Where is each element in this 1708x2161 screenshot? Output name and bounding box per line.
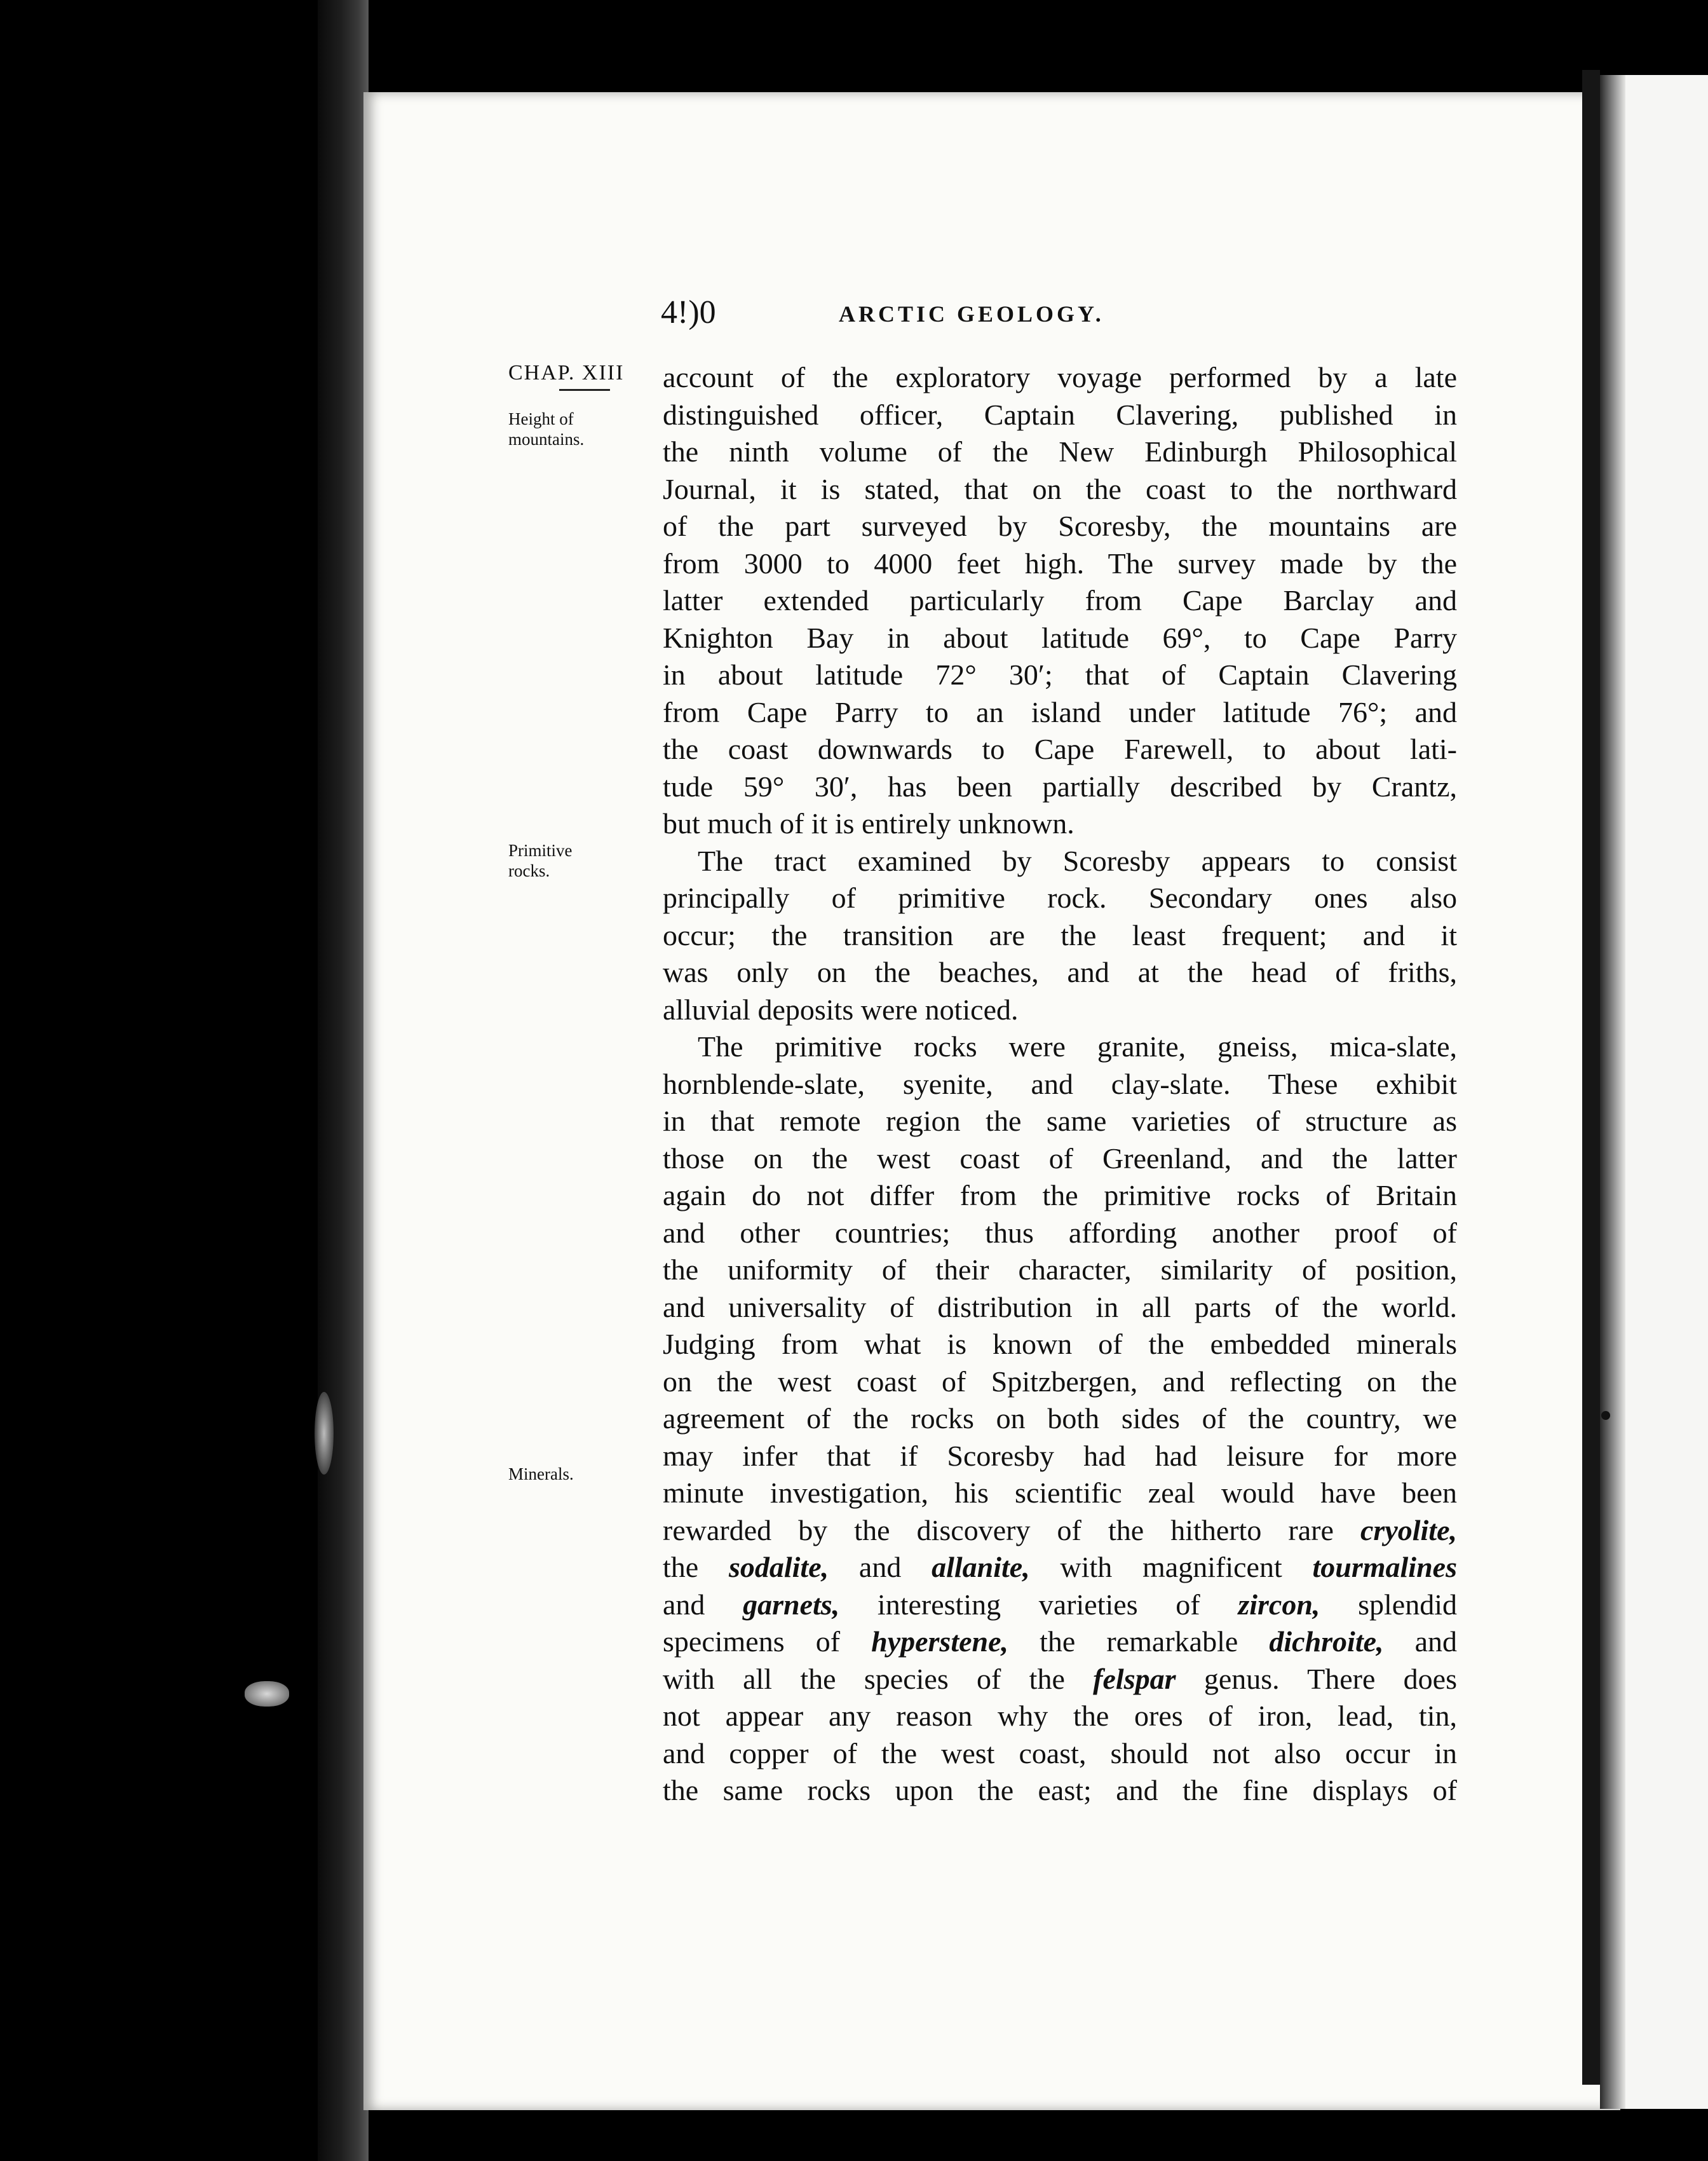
- running-head: [661, 294, 1195, 332]
- text-line: minute investigation, his scientific zeal would have been: [663, 1476, 1457, 1509]
- text-line: the uniformity of their character, similarity of position,: [663, 1253, 1457, 1286]
- sidenote-line: Height of: [508, 409, 574, 428]
- text-line: and copper of the west coast, should not also occur in: [663, 1736, 1457, 1769]
- text-line: The primitive rocks were granite, gneiss, mica-slate,: [698, 1030, 1457, 1063]
- mineral-name: zircon,: [1238, 1588, 1320, 1621]
- text-line: on the west coast of Spitzbergen, and reflecting on the: [663, 1365, 1457, 1398]
- sidenote-line: mountains.: [508, 430, 585, 449]
- mineral-name: garnets,: [743, 1588, 840, 1621]
- text-line: the same rocks upon the east; and the fine displays of: [663, 1774, 1457, 1806]
- binding-smudge: [315, 1392, 334, 1475]
- text-line: those on the west coast of Greenland, and the latter: [663, 1142, 1457, 1175]
- text-line: Journal, it is stated, that on the coast to the northward: [663, 472, 1457, 505]
- text-line: principally of primitive rock. Secondary ones also: [663, 882, 1457, 914]
- text-run: genus. There does: [1203, 1662, 1457, 1695]
- text-line-mixed: [663, 1661, 1457, 1698]
- text-line: not appear any reason why the ores of iron, lead, tin,: [663, 1700, 1457, 1732]
- page-number: 4!)0: [661, 294, 716, 331]
- mineral-name: sodalite,: [728, 1551, 829, 1583]
- text-line: agreement of the rocks on both sides of the country, we: [663, 1402, 1457, 1435]
- chapter-mark: CHAP. XIII: [508, 361, 625, 385]
- margin-dot: [1601, 1411, 1610, 1420]
- text-run: interesting varieties of: [877, 1588, 1200, 1621]
- text-line-mixed: [663, 1549, 1457, 1586]
- text-line: and other countries; thus affording another proof of: [663, 1216, 1457, 1249]
- text-run: rewarded by the discovery of the hitherto rare: [663, 1513, 1334, 1546]
- sidenote-line: rocks.: [508, 861, 550, 880]
- text-run: and: [858, 1551, 902, 1583]
- sidenote-line: Minerals.: [508, 1464, 574, 1483]
- mineral-name: hyperstene,: [871, 1625, 1009, 1658]
- mineral-name: tourmalines: [1312, 1551, 1457, 1583]
- mineral-name: cryolite,: [1360, 1513, 1458, 1546]
- text-run: the remarkable: [1040, 1625, 1238, 1658]
- book-binding-shadow: [318, 0, 369, 2161]
- text-line: tude 59° 30′, has been partially described by Crantz,: [663, 770, 1457, 803]
- text-line-mixed: [663, 1586, 1457, 1624]
- text-line: distinguished officer, Captain Clavering, published in: [663, 398, 1457, 431]
- text-line: account of the exploratory voyage performed by a late: [663, 361, 1457, 393]
- text-line: the coast downwards to Cape Farewell, to about lati-: [663, 733, 1457, 765]
- running-title: ARCTIC GEOLOGY.: [839, 301, 1104, 327]
- text-line: but much of it is entirely unknown.: [663, 807, 1074, 840]
- text-line: Judging from what is known of the embedded minerals: [663, 1328, 1457, 1360]
- text-line: Knighton Bay in about latitude 69°, to Cape Parry: [663, 621, 1457, 654]
- text-line: may infer that if Scoresby had had leisure for more: [663, 1439, 1457, 1472]
- text-line-mixed: [663, 1512, 1457, 1550]
- text-line: hornblende-slate, syenite, and clay-slate. These exhibit: [663, 1067, 1457, 1100]
- mineral-name: dichroite,: [1269, 1625, 1384, 1658]
- text-run: with magnificent: [1060, 1551, 1282, 1583]
- facing-page-shadow: [1600, 75, 1625, 2109]
- text-line: again do not differ from the primitive rocks of Britain: [663, 1179, 1457, 1211]
- text-run: and: [1414, 1625, 1458, 1658]
- text-line: the ninth volume of the New Edinburgh Philosophical: [663, 435, 1457, 468]
- text-run: and: [663, 1588, 705, 1621]
- text-line: and universality of distribution in all parts of the world.: [663, 1290, 1457, 1323]
- mineral-name: allanite,: [932, 1551, 1030, 1583]
- text-line: in that remote region the same varieties of structure as: [663, 1105, 1457, 1137]
- sidenote-height-of-mountains: [508, 409, 654, 449]
- mineral-name: felspar: [1093, 1662, 1176, 1695]
- body-text: [663, 359, 1457, 1810]
- text-line: latter extended particularly from Cape Barclay and: [663, 584, 1457, 617]
- text-line: in about latitude 72° 30′; that of Captain Clavering: [663, 658, 1457, 691]
- text-run: with all the species of the: [663, 1662, 1065, 1695]
- text-line: The tract examined by Scoresby appears to consist: [698, 844, 1457, 877]
- text-run: splendid: [1358, 1588, 1458, 1621]
- page-gutter: [1582, 70, 1600, 2085]
- text-run: the: [663, 1551, 699, 1583]
- text-line: of the part surveyed by Scoresby, the mountains are: [663, 510, 1457, 542]
- text-line: from 3000 to 4000 feet high. The survey made by the: [663, 547, 1457, 580]
- chapter-rule: [559, 389, 610, 391]
- text-line: from Cape Parry to an island under latitude 76°; and: [663, 695, 1457, 728]
- sidenote-line: Primitive: [508, 841, 573, 860]
- sidenote-primitive-rocks: [508, 840, 654, 881]
- ink-blot: [245, 1681, 289, 1707]
- text-line: was only on the beaches, and at the head of friths,: [663, 956, 1457, 988]
- text-run: specimens of: [663, 1625, 841, 1658]
- text-line-mixed: [663, 1623, 1457, 1661]
- text-line: alluvial deposits were noticed.: [663, 993, 1019, 1026]
- text-line: occur; the transition are the least frequent; and it: [663, 918, 1457, 951]
- sidenote-minerals: [508, 1464, 654, 1484]
